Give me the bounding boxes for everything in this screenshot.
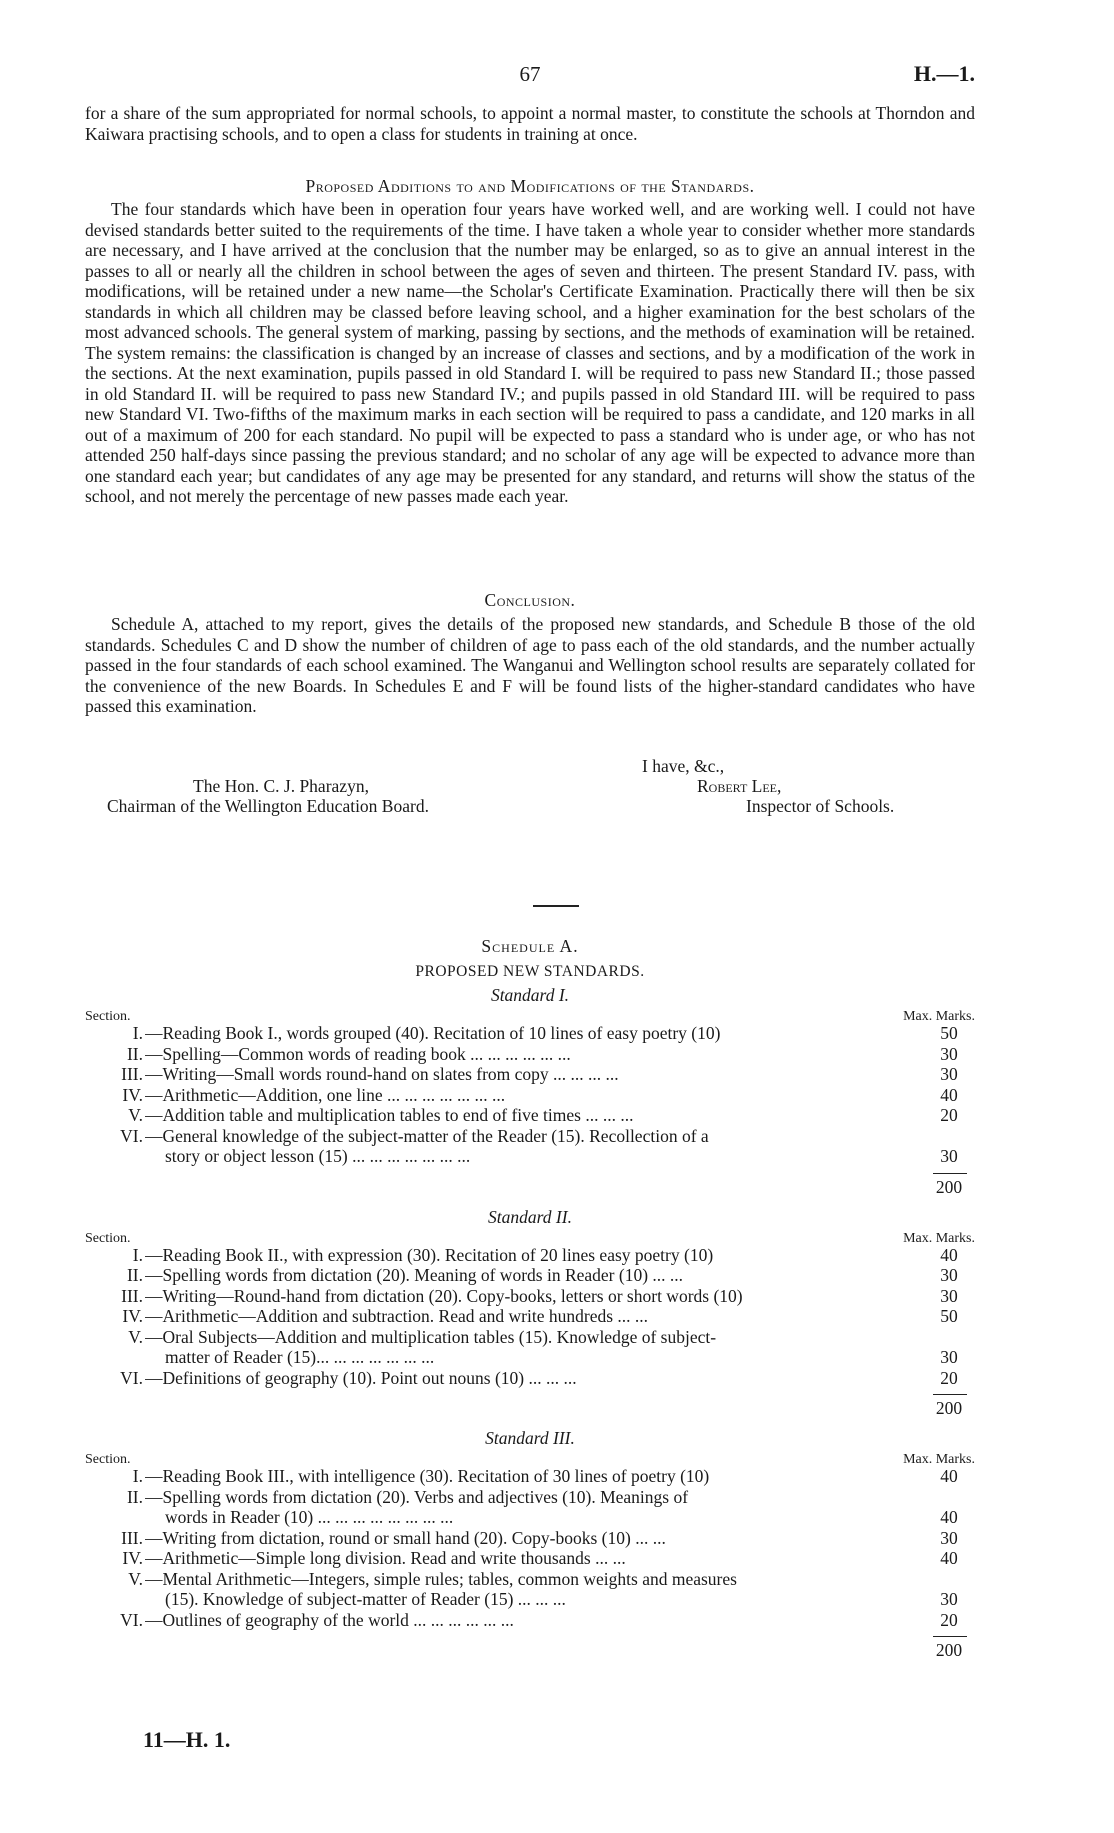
total-row <box>85 1388 975 1418</box>
total-marks-value: 200 <box>935 1640 963 1660</box>
max-marks-value: 30 <box>940 1347 958 1367</box>
max-marks-value: 40 <box>940 1084 958 1105</box>
max-marks-value: 30 <box>940 1589 958 1609</box>
column-headers <box>85 1450 975 1466</box>
table-row <box>85 1528 975 1549</box>
section-description: —Spelling words from dictation (20). Verbs and adjectives (10). Meanings of <box>145 1486 689 1507</box>
section-number: III. <box>121 1064 143 1084</box>
section-description: story or object lesson (15) ... ... ... ... ... ... ... <box>165 1146 471 1166</box>
section-description: —Arithmetic—Addition, one line ... ... ... ... ... ... ... <box>145 1084 506 1105</box>
section-description: —Arithmetic—Addition and subtraction. Read and write hundreds ... ... <box>145 1306 649 1326</box>
section-description: —Arithmetic—Simple long division. Read and write thousands ... ... <box>145 1548 626 1568</box>
section-description: —Writing—Round-hand from dictation (20). Copy-books, letters or short words (10) <box>145 1285 743 1306</box>
section-number: I. <box>132 1244 143 1265</box>
section-number: VI. <box>120 1125 143 1146</box>
section-number: I. <box>132 1023 143 1043</box>
signer-name: Robert Lee, <box>697 776 782 796</box>
standard-title: Standard III. <box>485 1428 575 1448</box>
section-number: I. <box>132 1466 143 1486</box>
page-header <box>85 61 975 92</box>
max-marks-value: 50 <box>940 1306 958 1326</box>
table-row <box>85 1064 975 1085</box>
section-number: II. <box>126 1265 143 1285</box>
schedule-title: Schedule A. <box>481 936 579 956</box>
table-row <box>85 1286 975 1307</box>
table-row <box>85 1466 975 1487</box>
total-rule <box>933 1394 967 1395</box>
max-marks-value: 20 <box>940 1105 958 1125</box>
total-rule <box>933 1636 967 1637</box>
section-number: III. <box>121 1527 143 1548</box>
section-description: —Reading Book I., words grouped (40). Recitation of 10 lines of easy poetry (10) <box>145 1023 721 1043</box>
column-headers <box>85 1007 975 1023</box>
table-row <box>85 1347 975 1368</box>
standards-paragraph: The four standards which have been in operation four years have worked well, and are working well. I could not have devised standards better suited to the requirements of the time. I have taken a whole year to consider whether more standards are necessary, and I have arrived at the conclusion that the number may be enlarged, so as to give an annual interest in the passes to all or nearly all the children in school between the ages of seven and thirteen. The present Standard IV. pass, with modifications, will be retained under a new name—the Scholar's Certificate Examination. Practically there will then be six standards in which all children may be classed before leaving school, and a higher examination for the best scholars of the most advanced schools. The general system of marking, passing by sections, and the methods of examination will be retained. The system remains: the classification is changed by an increase of classes and sections, and by a modification of the work in the sections. At the next examination, pupils passed in old Standard I. will be required to pass new Standard II.; those passed in old Standard II. will be required to pass new Standard IV.; and pupils passed in old Standard III. will be required to pass new Standard VI. Two-fifths of the maximum marks in each section will be required to pass a candidate, and 120 marks in all out of a maximum of 200 for each standard. No pupil will be expected to pass a standard who is under age, or who has not attended 250 half-days since passing the previous standard; and no scholar of any age will be expected to advance more than one standard each year; but candidates of any age may be presented for any standard, and returns will show the status of the school, and not merely the percentage of new passes made each year. <box>85 199 975 506</box>
total-row <box>85 1630 975 1660</box>
total-marks-value: 200 <box>935 1176 963 1197</box>
table-row <box>85 1327 975 1348</box>
section-description: matter of Reader (15)... ... ... ... ... ... ... <box>165 1347 435 1367</box>
section-number: V. <box>128 1326 143 1347</box>
max-marks-value: 30 <box>940 1527 958 1548</box>
max-marks-value: 30 <box>940 1146 958 1166</box>
table-row <box>85 1569 975 1590</box>
section-column-label: Section. <box>85 1009 131 1024</box>
section-description: words in Reader (10) ... ... ... ... ... ... ... ... <box>165 1507 454 1527</box>
section-number: VI. <box>120 1609 143 1630</box>
table-row <box>85 1610 975 1631</box>
table-row <box>85 1105 975 1126</box>
column-headers <box>85 1229 975 1245</box>
section-heading-conclusion: Conclusion. <box>484 590 576 610</box>
table-row <box>85 1044 975 1065</box>
closing-phrase: I have, &c., <box>642 756 725 776</box>
max-marks-column-label: Max. Marks. <box>903 1009 975 1024</box>
table-row <box>85 1507 975 1528</box>
max-marks-value: 20 <box>940 1367 958 1388</box>
spacer <box>85 1193 975 1207</box>
section-description: —Definitions of geography (10). Point out nouns (10) ... ... ... <box>145 1367 577 1388</box>
section-column-label: Section. <box>85 1230 131 1246</box>
section-description: —Writing—Small words round-hand on slates from copy ... ... ... ... <box>145 1064 619 1084</box>
standard-title: Standard I. <box>490 985 570 1005</box>
footer-signature-mark: 11—H. 1. <box>143 1727 231 1752</box>
section-description: —Spelling words from dictation (20). Meaning of words in Reader (10) ... ... <box>145 1265 684 1285</box>
max-marks-value: 30 <box>940 1043 958 1064</box>
section-description: —Reading Book III., with intelligence (30). Recitation of 30 lines of poetry (10) <box>145 1466 710 1486</box>
table-row <box>85 1589 975 1610</box>
section-heading-standards: Proposed Additions to and Modifications of the Standards. <box>305 176 755 196</box>
standard-title: Standard II. <box>488 1206 572 1227</box>
section-description: —Writing from dictation, round or small hand (20). Copy-books (10) ... ... <box>145 1527 666 1548</box>
section-description: —Addition table and multiplication tables to end of five times ... ... ... <box>145 1105 634 1125</box>
section-description: —General knowledge of the subject-matter of the Reader (15). Recollection of a <box>145 1125 709 1146</box>
section-number: II. <box>126 1043 143 1064</box>
total-row <box>85 1167 975 1197</box>
table-row <box>85 1306 975 1327</box>
schedule-table <box>85 985 975 1670</box>
addressee-name: The Hon. C. J. Pharazyn, <box>193 776 369 796</box>
conclusion-paragraph: Schedule A, attached to my report, gives the details of the proposed new standards, and Schedule B those of the old standards. Schedules C and D show the number of children of age to pass each of the old standards, and the number actually passed in the four standards of each school examined. The Wanganui and Wellington school results are separately collated for the convenience of the new Boards. In Schedules E and F will be found lists of the higher-standard candidates who have passed this examination. <box>85 614 975 716</box>
section-description: —Outlines of geography of the world ... ... ... ... ... ... <box>145 1609 514 1630</box>
signer-title: Inspector of Schools. <box>746 796 895 816</box>
max-marks-value: 40 <box>940 1244 958 1265</box>
max-marks-value: 50 <box>940 1023 958 1043</box>
section-number: IV. <box>122 1084 143 1105</box>
table-row <box>85 1487 975 1508</box>
section-description: —Oral Subjects—Addition and multiplication tables (15). Knowledge of subject- <box>145 1326 717 1347</box>
max-marks-value: 30 <box>940 1285 958 1306</box>
section-description: (15). Knowledge of subject-matter of Reader (15) ... ... ... <box>165 1589 566 1609</box>
table-row <box>85 1245 975 1266</box>
section-number: V. <box>128 1105 143 1125</box>
max-marks-value: 20 <box>940 1609 958 1630</box>
section-description: —Mental Arithmetic—Integers, simple rules; tables, common weights and measures <box>145 1568 737 1589</box>
section-divider <box>533 905 579 907</box>
section-description: —Reading Book II., with expression (30). Recitation of 20 lines easy poetry (10) <box>145 1244 714 1265</box>
page-number: 67 <box>519 62 541 86</box>
section-number: VI. <box>120 1367 143 1388</box>
section-number: IV. <box>122 1548 143 1568</box>
section-column-label: Section. <box>85 1452 131 1467</box>
total-marks-value: 200 <box>935 1398 963 1418</box>
section-number: V. <box>128 1568 143 1589</box>
intro-paragraph: for a share of the sum appropriated for normal schools, to appoint a normal master, to constitute the schools at Thorndon and Kaiwara practising schools, and to open a class for students in training at once. <box>85 103 975 144</box>
section-number: IV. <box>122 1306 143 1326</box>
max-marks-value: 40 <box>940 1466 958 1486</box>
section-description: —Spelling—Common words of reading book ... ... ... ... ... ... <box>145 1043 571 1064</box>
max-marks-value: 30 <box>940 1064 958 1084</box>
max-marks-column-label: Max. Marks. <box>903 1230 975 1246</box>
section-number: III. <box>121 1285 143 1306</box>
addressee-title: Chairman of the Wellington Education Board. <box>107 796 429 816</box>
table-row <box>85 1146 975 1167</box>
max-marks-value: 40 <box>940 1507 958 1527</box>
spacer <box>85 1414 975 1428</box>
total-rule <box>933 1173 967 1174</box>
table-row <box>85 1126 975 1147</box>
document-reference: H.—1. <box>913 61 975 86</box>
table-row <box>85 1548 975 1569</box>
schedule-subtitle: PROPOSED NEW STANDARDS. <box>415 963 645 980</box>
table-row <box>85 1368 975 1389</box>
max-marks-value: 40 <box>940 1548 958 1568</box>
table-row <box>85 1023 975 1044</box>
table-row <box>85 1085 975 1106</box>
section-number: II. <box>126 1486 143 1507</box>
table-row <box>85 1265 975 1286</box>
letter-signoff <box>85 756 975 816</box>
max-marks-column-label: Max. Marks. <box>903 1452 975 1467</box>
spacer <box>85 1656 975 1670</box>
max-marks-value: 30 <box>940 1265 958 1285</box>
